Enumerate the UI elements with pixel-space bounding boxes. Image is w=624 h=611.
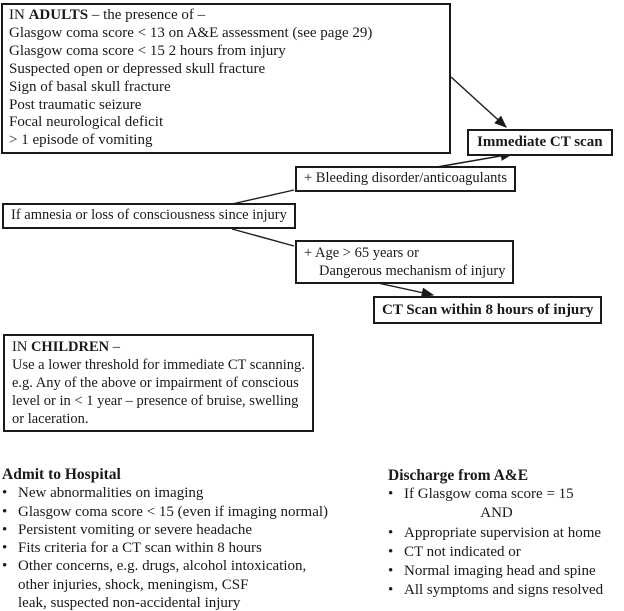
bullet-glyph: • <box>2 485 8 502</box>
title-prefix: IN <box>12 339 31 355</box>
children-criteria-box <box>3 334 314 432</box>
text-line: Focal neurological deficit <box>9 114 164 131</box>
list-item <box>388 524 622 543</box>
bullet-glyph: • <box>388 582 394 599</box>
text-line: Dangerous mechanism of injury <box>319 263 506 279</box>
list-item-text: CT not indicated or <box>404 543 521 560</box>
title-bold-word: ADULTS <box>28 7 89 23</box>
bleeding-disorder-box: + Bleeding disorder/anticoagulants <box>295 166 516 192</box>
list-item-text: Persistent vomiting or severe headache <box>18 521 253 538</box>
list-item-text: Appropriate supervision at home <box>404 524 602 541</box>
list-item <box>2 557 384 575</box>
text-line: e.g. Any of the above or impairment of conscious <box>12 375 299 391</box>
immediate-ct-scan-box: Immediate CT scan <box>467 129 613 156</box>
list-item <box>2 484 384 502</box>
list-item-text: Glasgow coma score < 15 (even if imaging normal) <box>18 503 329 520</box>
bullet-glyph: • <box>2 521 8 538</box>
text-line: Sign of basal skull fracture <box>9 78 171 95</box>
admit-to-hospital-list <box>2 466 384 611</box>
title-prefix: IN <box>9 7 29 23</box>
list-item-text: other injuries, shock, meningism, CSF <box>18 576 249 593</box>
list-item-continuation <box>2 576 384 594</box>
line-amnesia-to-age <box>232 229 294 246</box>
list-item-text: leak, suspected non-accidental injury <box>18 595 241 611</box>
list-item-continuation <box>2 594 384 611</box>
title-suffix: – the presence of – <box>88 7 206 23</box>
text-line: Post traumatic seizure <box>9 96 142 113</box>
admit-heading: Admit to Hospital <box>2 466 121 483</box>
text-line: or laceration. <box>12 411 89 427</box>
text-line: Use a lower threshold for immediate CT scanning. <box>12 357 305 373</box>
bullet-glyph: • <box>2 558 8 575</box>
adults-box-title <box>9 7 443 25</box>
and-connector-row <box>388 504 622 523</box>
arrow-adults-to-immediate-ct <box>451 77 506 127</box>
bullet-glyph: • <box>2 503 8 520</box>
bullet-glyph: • <box>388 486 394 503</box>
list-item-text: New abnormalities on imaging <box>18 485 204 502</box>
list-item <box>388 562 622 581</box>
bullet-glyph: • <box>388 543 394 560</box>
list-item <box>388 581 622 600</box>
list-item-text: Other concerns, e.g. drugs, alcohol intoxication, <box>18 558 307 575</box>
text-line: Glasgow coma score < 13 on A&E assessment (see page 29) <box>9 24 373 41</box>
list-item-text: Normal imaging head and spine <box>404 563 596 580</box>
text-line: + Age > 65 years or <box>304 245 420 261</box>
list-item <box>2 539 384 557</box>
children-box-title <box>12 338 305 356</box>
list-item-text: All symptoms and signs resolved <box>404 582 604 599</box>
discharge-from-ae-list <box>388 466 622 600</box>
bullet-glyph <box>2 594 18 611</box>
discharge-heading: Discharge from A&E <box>388 467 529 484</box>
list-item <box>388 485 622 504</box>
and-label: AND <box>480 505 513 522</box>
list-item <box>2 521 384 539</box>
list-item <box>388 543 622 562</box>
age-dangerous-mechanism-box <box>295 240 514 284</box>
bullet-glyph <box>388 504 404 523</box>
title-suffix: – <box>109 339 120 355</box>
bullet-glyph <box>2 576 18 594</box>
line-amnesia-to-bleeding <box>232 190 294 204</box>
list-item <box>2 503 384 521</box>
ct-scan-8-hours-box: CT Scan within 8 hours of injury <box>373 296 602 324</box>
arrow-age-to-ct8-scan <box>378 283 433 295</box>
bullet-glyph: • <box>388 563 394 580</box>
text-line: level or in < 1 year – presence of bruise, swelling <box>12 393 299 409</box>
bullet-glyph: • <box>2 540 8 557</box>
text-line: > 1 episode of vomiting <box>9 132 153 149</box>
bullet-glyph: • <box>388 524 394 541</box>
list-item-text: Fits criteria for a CT scan within 8 hours <box>18 540 262 557</box>
amnesia-loc-box: If amnesia or loss of consciousness since injury <box>2 203 296 229</box>
list-item-text: If Glasgow coma score = 15 <box>404 486 574 503</box>
title-bold-word: CHILDREN <box>30 339 110 355</box>
text-line: Glasgow coma score < 15 2 hours from injury <box>9 42 286 59</box>
adults-criteria-box <box>1 3 451 154</box>
text-line: Suspected open or depressed skull fracture <box>9 60 266 77</box>
